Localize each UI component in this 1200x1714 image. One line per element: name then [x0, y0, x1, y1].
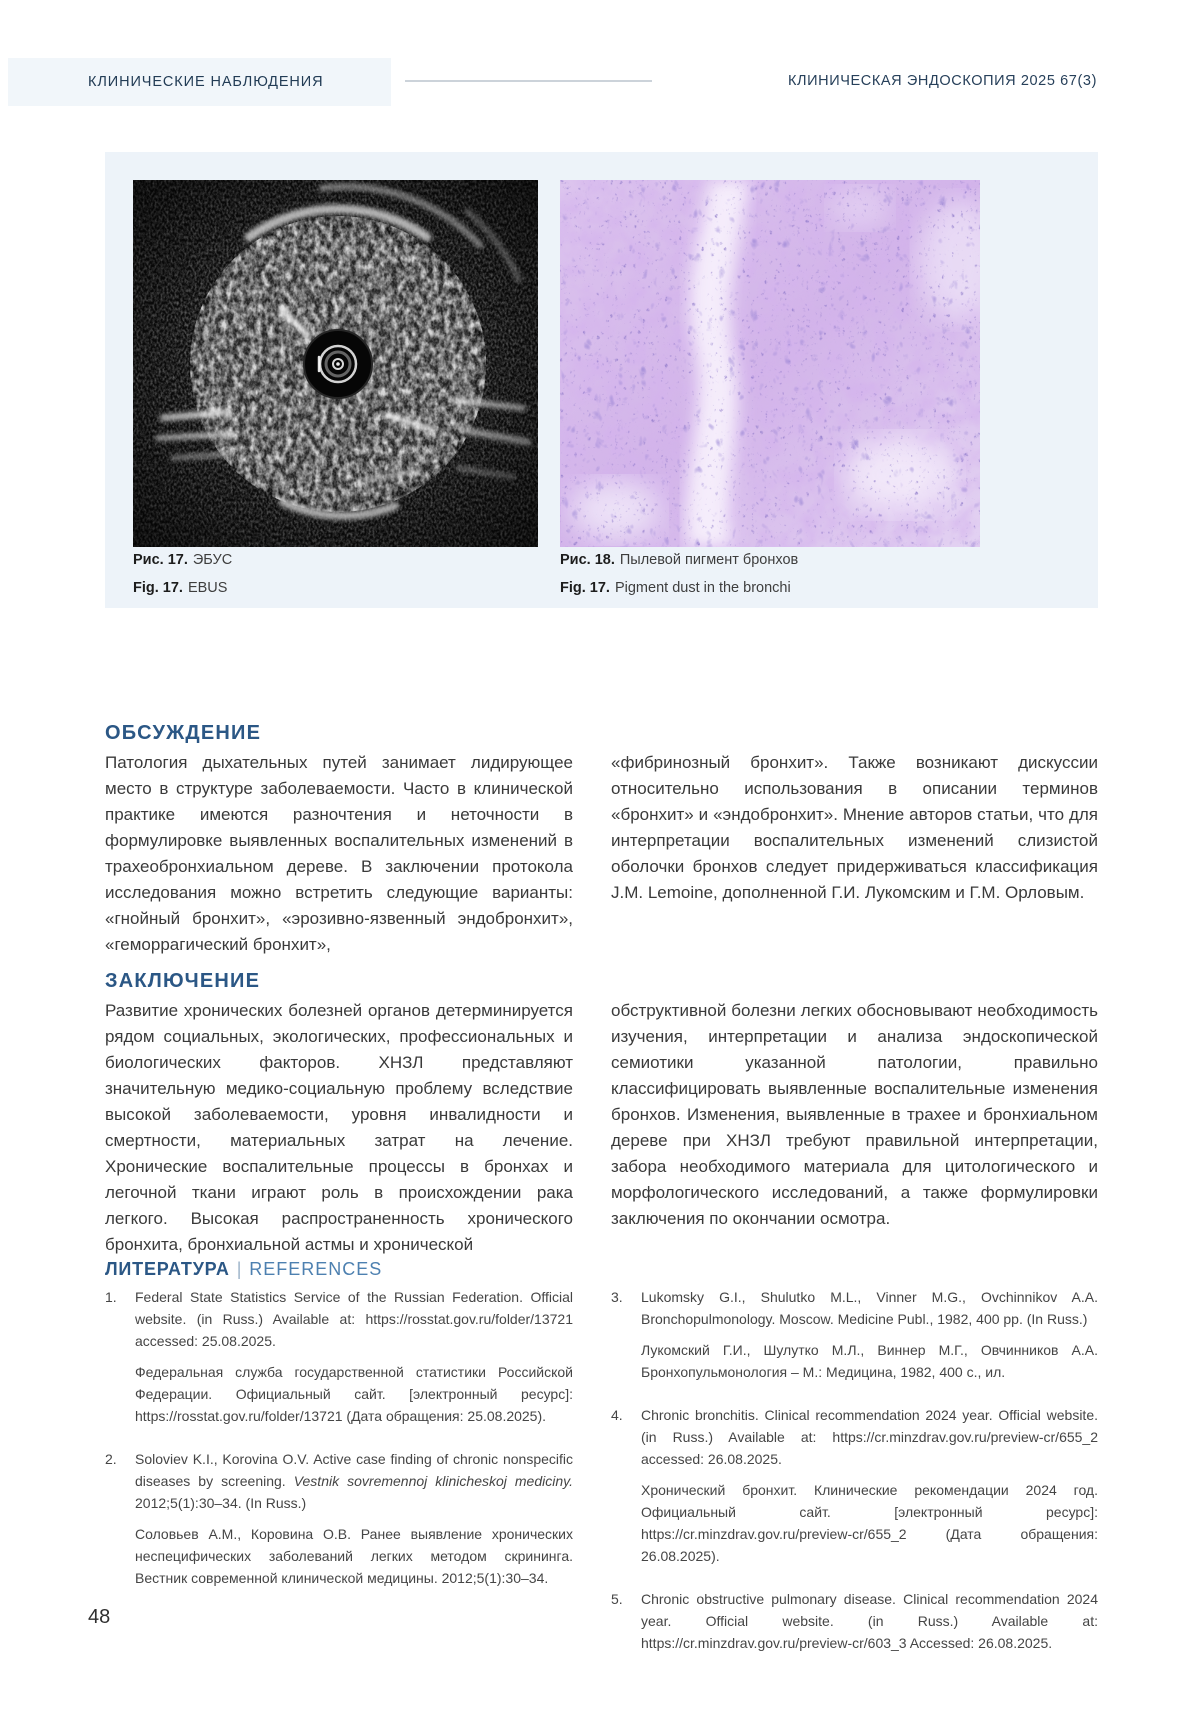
fig18-caption-en-text: Pigment dust in the bronchi	[614, 580, 791, 596]
reference-text-ru: Хронический бронхит. Клинические рекомендации 2024 год. Официальный сайт. [электронный ресурс]: https://cr.minzdrav.gov.ru/preview-cr/655_2 (Дата обращения: 26.08.2025).	[641, 1482, 1098, 1564]
fig18-caption-ru-label: Рис. 18.	[560, 552, 615, 568]
conclusion-paragraph-right: обструктивной болезни легких обосновывают необходимость изучения, интерпретации и анализа эндоскопической семиотики указанной патологии, правильно классифицировать выявленные воспалительные изменения бронхов. Изменения, выявленные в трахее и бронхиальном дереве при ХНЗЛ требуют правильной интерпретации, забора необходимого материала для цитологического и морфологического исследований, а также формулировки заключения по окончании осмотра.	[611, 1001, 1098, 1228]
journal-title: КЛИНИЧЕСКАЯ ЭНДОСКОПИЯ 2025 67(3)	[787, 73, 1097, 89]
reference-text-en-post: 2012;5(1):30–34. (In Russ.)	[135, 1495, 307, 1511]
reference-text-en	[135, 1448, 573, 1514]
fig17-caption-en-text: EBUS	[187, 580, 228, 596]
reference-text-en: Lukomsky G.I., Shulutko M.L., Vinner M.G., Ovchinnikov A.A. Bronchopulmonology. Moscow. Medicine Publ., 1982, 400 pp. (In Russ.)	[641, 1289, 1098, 1327]
reference-text-en: Chronic bronchitis. Clinical recommendation 2024 year. Official website. (in Russ.) Available at: https://cr.minzdrav.gov.ru/preview-cr/655_2 accessed: 26.08.2025.	[641, 1407, 1098, 1467]
figure-panel	[105, 152, 1098, 608]
reference-item-3	[611, 1286, 1098, 1392]
page-number: 48	[88, 1606, 111, 1628]
reference-text-ru: Соловьев А.М., Коровина О.В. Ранее выявление хронических неспецифических заболеваний легких методом скрининга. Вестник современной клинической медицины. 2012;5(1):30–34.	[135, 1526, 573, 1586]
references-heading	[105, 1258, 382, 1280]
histology-image	[560, 180, 980, 547]
fig17-caption-ru	[133, 552, 232, 568]
reference-text-en-pre: Soloviev K.I., Korovina O.V. Active case finding of chronic nonspecific diseases by screening.	[135, 1451, 573, 1489]
discussion-paragraph-left: Патология дыхательных путей занимает лидирующее место в структуре заболеваемости. Часто в клинической практике имеются разночтения и неточности в формулировке выявленных воспалительных изменений в трахеобронхиальном дереве. В заключении протокола исследования можно встретить следующие варианты: «гнойный бронхит», «эрозивно-язвенный эндобронхит», «геморрагический бронхит»,	[105, 753, 573, 954]
conclusion-section	[105, 970, 1098, 1258]
reference-number: 2.	[105, 1451, 117, 1467]
reference-number: 5.	[611, 1591, 623, 1607]
reference-item-1	[105, 1286, 573, 1436]
references-heading-ru: ЛИТЕРАТУРА	[105, 1259, 230, 1279]
references-heading-divider: |	[236, 1259, 243, 1279]
reference-number: 1.	[105, 1289, 117, 1305]
fig18-caption-ru-text: Пылевой пигмент бронхов	[619, 552, 799, 568]
references-heading-en: REFERENCES	[249, 1259, 383, 1279]
conclusion-heading: ЗАКЛЮЧЕНИЕ	[105, 970, 261, 992]
fig17-caption-ru-text: ЭБУС	[192, 552, 233, 568]
conclusion-paragraph-left: Развитие хронических болезней органов детерминируется рядом социальных, экологических, профессиональных и биологических факторов. ХНЗЛ представляют значительную медико-социальную проблему вследствие высокой заболеваемости, уровня инвалидности и смертности, материальных затрат на лечение. Хронические воспалительные процессы в бронхах и легочной ткани играют роль в происхождении рака легкого. Высокая распространенность хронического бронхита, бронхиальной астмы и хронической	[105, 1001, 573, 1254]
section-label-tag	[8, 58, 391, 106]
fig18-caption-ru	[560, 552, 798, 568]
reference-item-5	[611, 1588, 1098, 1663]
fig18-caption-en	[560, 580, 791, 596]
references-list	[105, 1286, 1098, 1675]
fig18-caption-en-label: Fig. 17.	[560, 580, 610, 596]
reference-text-ru: Лукомский Г.И., Шулутко М.Л., Виннер М.Г., Овчинников А.А. Бронхопульмонология – М.: Медицина, 1982, 400 с., ил.	[641, 1342, 1098, 1380]
discussion-heading: ОБСУЖДЕНИЕ	[105, 722, 262, 744]
header-divider-line	[405, 80, 652, 82]
reference-item-2	[105, 1448, 573, 1598]
fig17-caption-en	[133, 580, 227, 596]
fig17-caption-en-label: Fig. 17.	[133, 580, 183, 596]
discussion-section	[105, 722, 1098, 958]
reference-text-en: Chronic obstructive pulmonary disease. Clinical recommendation 2024 year. Official website. (in Russ.) Available at: https://cr.minzdrav.gov.ru/preview-cr/603_3 Accessed: 26.08.2025.	[641, 1591, 1098, 1651]
reference-text-en-italic: Vestnik sovremennoj klinicheskoj mediciny.	[293, 1473, 573, 1489]
reference-item-4	[611, 1404, 1098, 1576]
reference-number: 3.	[611, 1289, 623, 1305]
section-label: КЛИНИЧЕСКИЕ НАБЛЮДЕНИЯ	[88, 74, 324, 90]
discussion-paragraph-right: «фибринозный бронхит». Также возникают дискуссии относительно использования в описании терминов «бронхит» и «эндобронхит». Мнение авторов статьи, что для интерпретации воспалительных изменений слизистой оболочки бронхов следует придерживаться классификация J.M. Lemoine, дополненной Г.И. Лукомским и Г.М. Орловым.	[611, 753, 1098, 902]
reference-text-ru: Федеральная служба государственной статистики Российской Федерации. Официальный сайт. [электронный ресурс]: https://rosstat.gov.ru/folder/13721 (Дата обращения: 25.08.2025).	[135, 1364, 573, 1424]
fig17-caption-ru-label: Рис. 17.	[133, 552, 188, 568]
ebus-image	[133, 180, 538, 547]
reference-number: 4.	[611, 1407, 623, 1423]
reference-text-en: Federal State Statistics Service of the Russian Federation. Official website. (in Russ.) Available at: https://rosstat.gov.ru/folder/13721 accessed: 25.08.2025.	[135, 1289, 573, 1349]
